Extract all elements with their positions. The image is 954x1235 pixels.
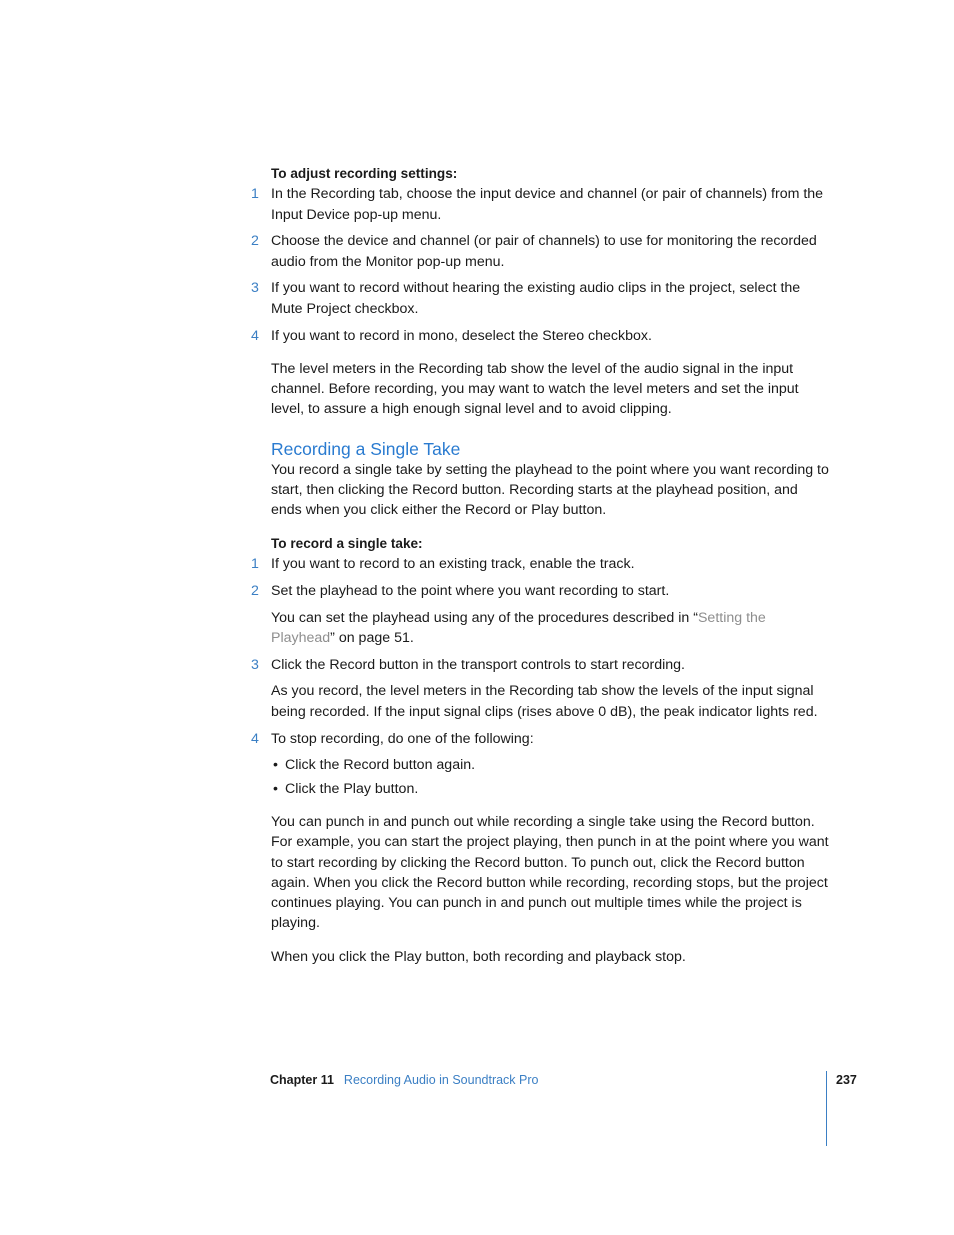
step-text: Set the playhead to the point where you want recording to start. [271,582,670,599]
level-meters-paragraph: The level meters in the Recording tab show the level of the audio signal in the input channel. Before recording, you may want to watch the level meters and set the input level, to assure a high enough signal level and to avoid clipping. [271,360,799,418]
stop-recording-options [271,755,831,799]
bullet-item [271,755,831,775]
step-text: Click the Record button in the transport controls to start recording. [271,656,686,673]
step-number: 2 [251,582,259,599]
step-text: To stop recording, do one of the following: [271,730,534,747]
procedure-title-adjust-settings: To adjust recording settings: [271,166,458,181]
step-text: If you want to record in mono, deselect the Stereo checkbox. [271,327,652,344]
step-number: 1 [251,555,259,572]
step-item [251,326,831,346]
footer-chapter-label: Chapter 11 [270,1073,334,1087]
punch-in-paragraph: You can punch in and punch out while recording a single take using the Record button. For example, you can start the project playing, then punch in at the point where you want to start recording by clicking the Record button. To punch out, click the Record button again. When you click the Record button while recording, recording stops, but the project continues playing. You can punch in and punch out multiple times while the project is playing. [271,813,829,932]
bullet-glyph: • [273,780,278,797]
step-note [271,608,831,649]
bullet-text: Click the Play button. [285,780,419,797]
setting-the-playhead-link[interactable]: Setting the Playhead [271,609,766,646]
step-note-text: ” on page 51. [330,629,414,646]
step-number: 1 [251,186,259,203]
step-number: 3 [251,280,259,297]
page-footer [270,1071,538,1089]
step-item [251,581,831,601]
bullet-item [271,779,831,799]
section-heading: Recording a Single Take [271,438,461,459]
adjust-settings-steps [251,184,831,346]
step-item [251,184,831,225]
step-number: 3 [251,656,259,673]
step-text: Choose the device and channel (or pair of channels) to use for monitoring the recorded audio from the Monitor pop-up menu. [271,233,817,270]
single-take-steps [251,554,831,749]
step-number: 4 [251,327,259,344]
bullet-glyph: • [273,757,278,774]
step-item [251,554,831,574]
section-intro-paragraph: You record a single take by setting the playhead to the point where you want recording to start, then clicking the Record button. Recording starts at the playhead position, and ends when you click either the Record or Play button. [271,461,829,519]
step-note [271,681,831,722]
step-number: 4 [251,730,259,747]
step-text: If you want to record to an existing track, enable the track. [271,555,635,572]
page-number: 237 [836,1073,857,1087]
bullet-text: Click the Record button again. [285,757,476,774]
play-button-paragraph: When you click the Play button, both recording and playback stop. [271,948,686,965]
footer-divider [826,1071,827,1146]
step-item [251,655,831,675]
step-number: 2 [251,233,259,250]
procedure-title-single-take: To record a single take: [271,535,423,551]
step-item [251,278,831,319]
step-note-text: As you record, the level meters in the Recording tab show the levels of the input signal being recorded. If the input signal clips (rises above 0 dB), the peak indicator lights red. [271,683,818,720]
step-note-text: You can set the playhead using any of the procedures described in “ [271,609,698,626]
step-text: In the Recording tab, choose the input device and channel (or pair of channels) from the Input Device pop-up menu. [271,186,824,223]
footer-chapter-title: Recording Audio in Soundtrack Pro [343,1073,539,1087]
step-item [251,729,831,749]
page-content [251,164,831,967]
step-item [251,231,831,272]
step-text: If you want to record without hearing the existing audio clips in the project, select the Mute Project checkbox. [271,280,801,317]
